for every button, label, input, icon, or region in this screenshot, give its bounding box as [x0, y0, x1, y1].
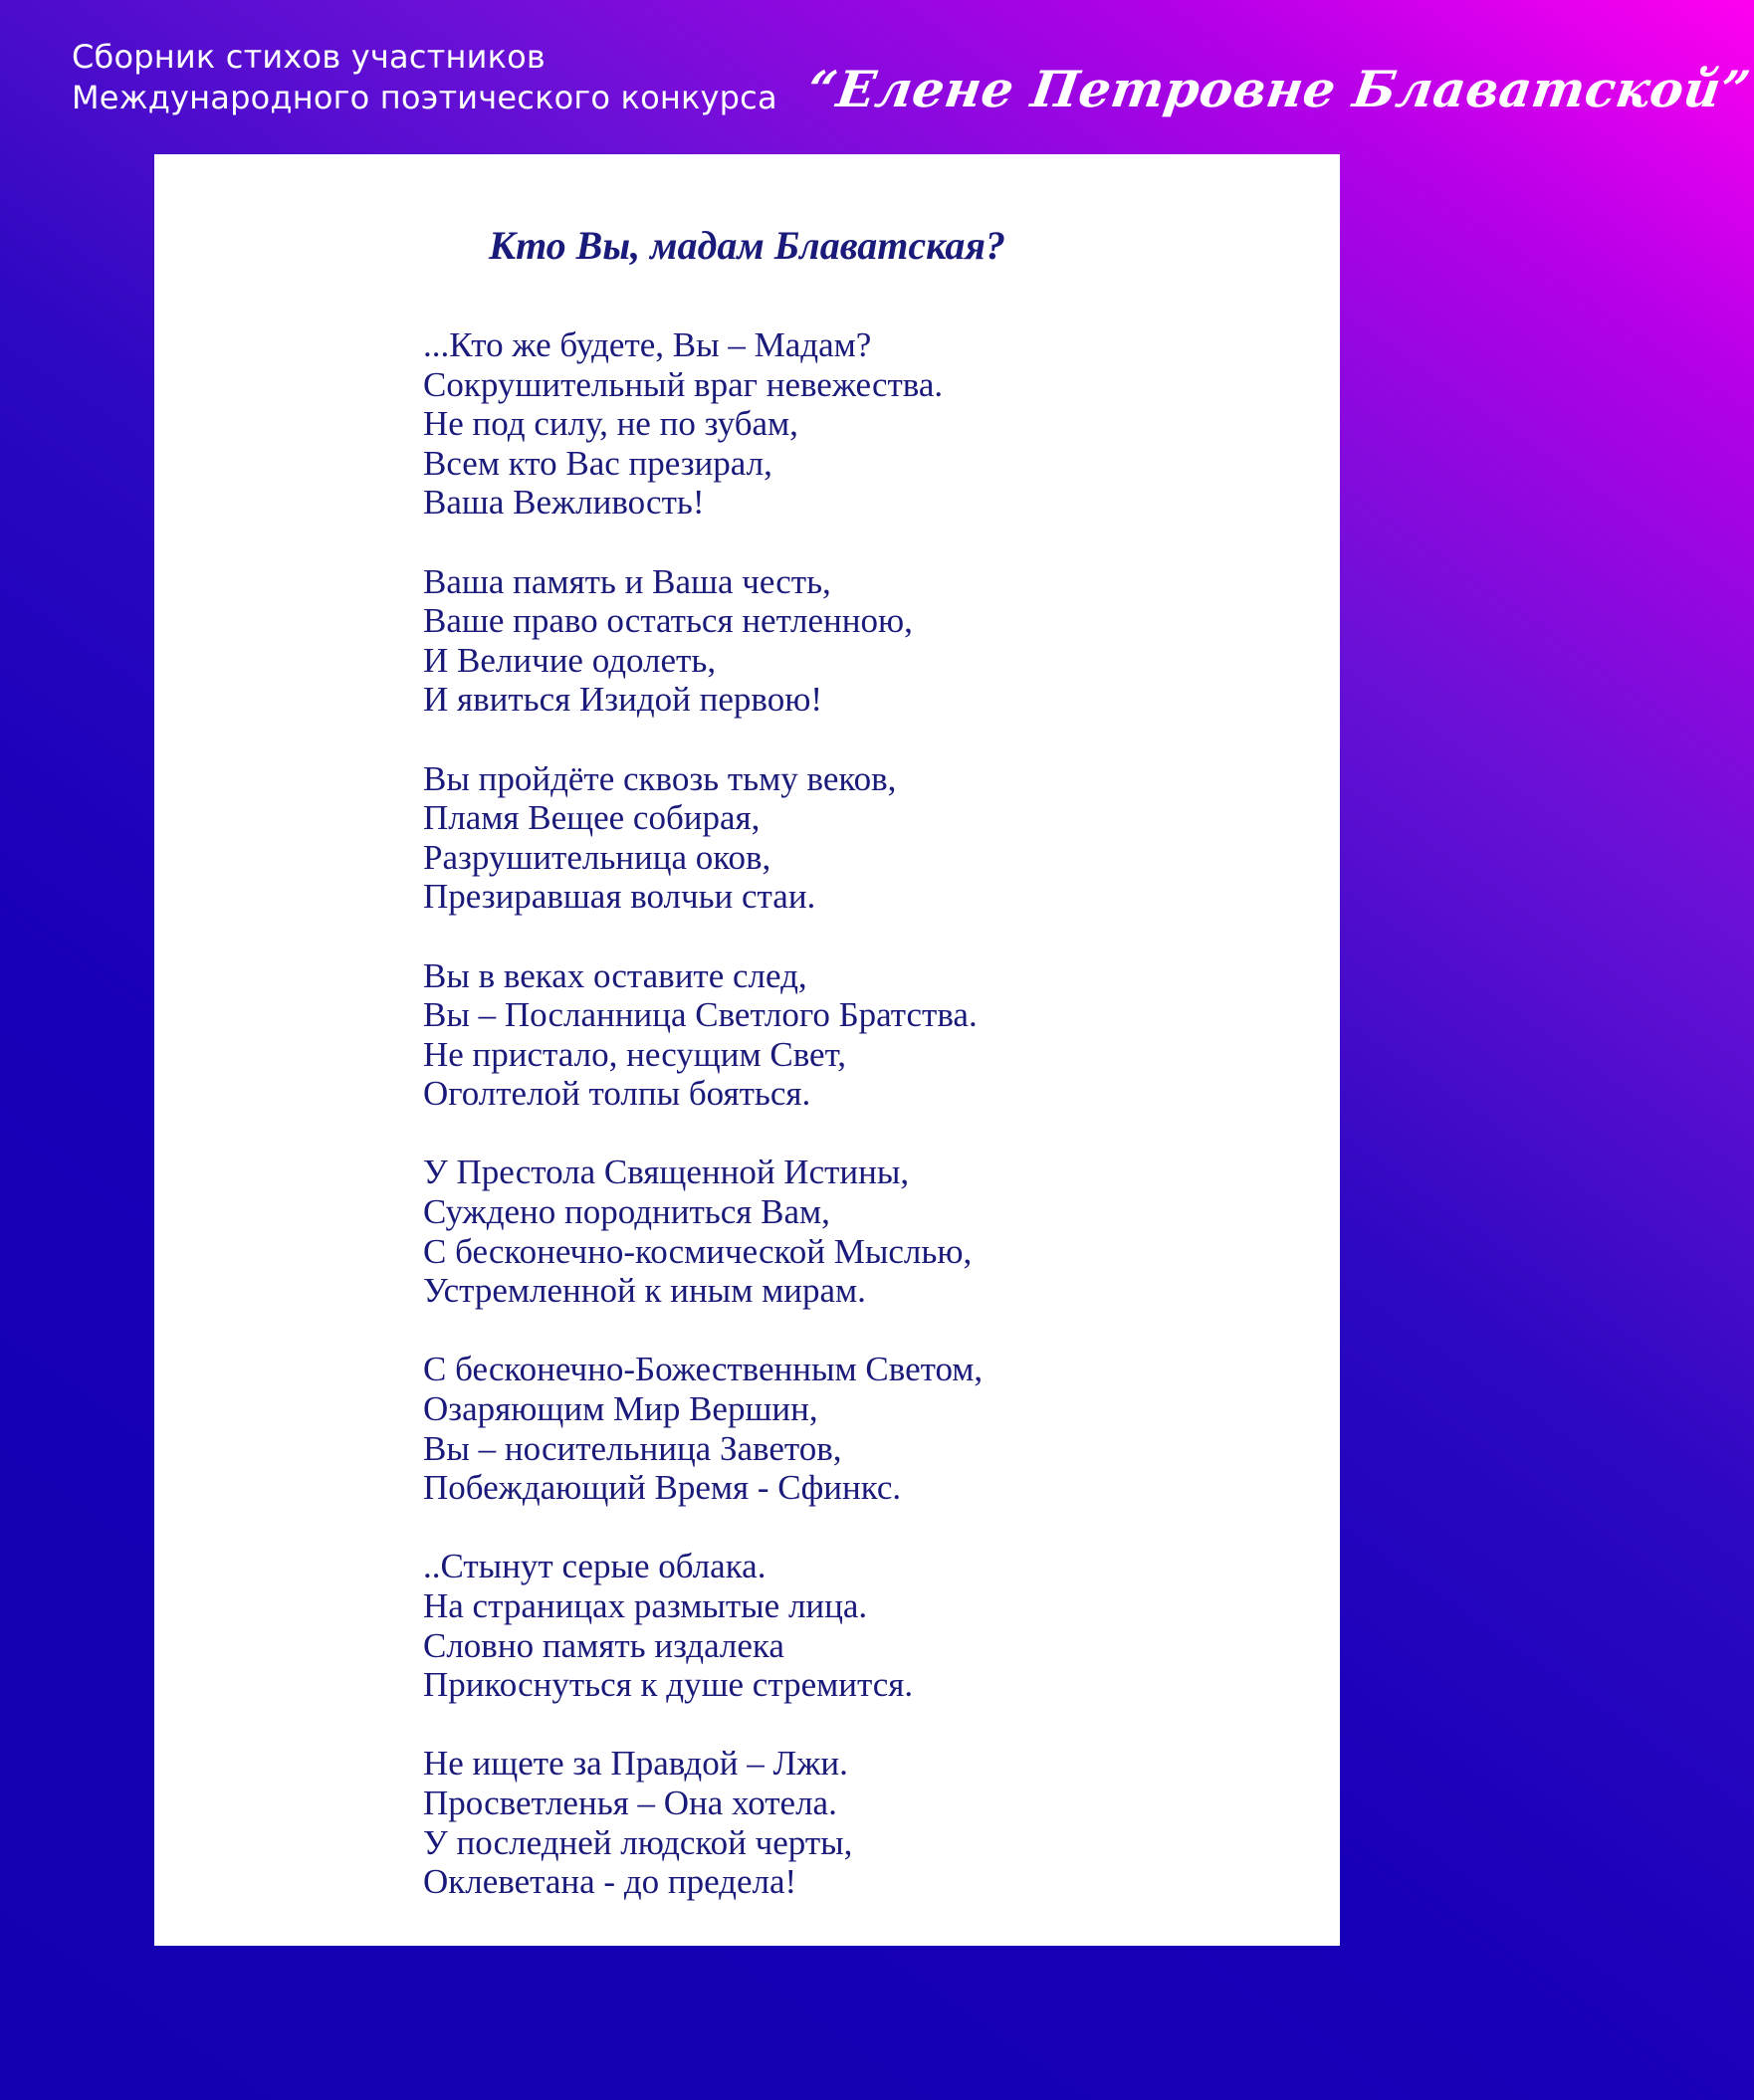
stanza: [423, 1350, 983, 1507]
poem-line: Разрушительница оков,: [423, 837, 771, 877]
poem-line: Ваша Вежливость!: [423, 483, 705, 523]
stanza: [423, 562, 983, 720]
poem-line: У последней людской черты,: [423, 1822, 853, 1862]
poem-line: Не пристало, несущим Свет,: [423, 1034, 846, 1074]
stanza: [423, 759, 983, 917]
stanza: [423, 1547, 983, 1704]
stanza: [423, 1153, 983, 1310]
poem-line: Вы – носительница Заветов,: [423, 1428, 842, 1468]
poem-line: ...Кто же будете, Вы – Мадам?: [423, 325, 872, 364]
contest-name: “Елене Петровне Блаватской”: [803, 60, 1754, 118]
poem-line: И явиться Изидой первою!: [423, 680, 822, 720]
poem-page: [154, 154, 1340, 1946]
stanza: [423, 325, 983, 523]
poem-line: Сокрушительный враг невежества.: [423, 364, 944, 404]
poem-title: Кто Вы, мадам Блаватская?: [488, 223, 1006, 268]
poem-body: [423, 325, 983, 1902]
poem-line: И Величие одолеть,: [423, 640, 717, 680]
collection-header: [72, 30, 1754, 129]
poem-line: Оголтелой толпы бояться.: [423, 1074, 811, 1114]
poem-line: Вы – Посланница Светлого Братства.: [423, 995, 978, 1035]
poem-line: С бесконечно-Божественным Светом,: [423, 1350, 984, 1389]
poem-line: Ваша память и Ваша честь,: [423, 561, 831, 601]
poem-line: Устремленной к иным мирам.: [423, 1271, 866, 1311]
poem-line: У Престола Священной Истины,: [423, 1153, 910, 1192]
poem-line: Словно память издалека: [423, 1625, 784, 1665]
poem-line: Побеждающий Время - Сфинкс.: [423, 1468, 902, 1508]
poem-line: Вы пройдёте сквозь тьму веков,: [423, 758, 897, 798]
poem-line: Просветленья – Она хотела.: [423, 1783, 837, 1822]
poem-line: На страницах размытые лица.: [423, 1586, 868, 1625]
collection-title-line1: Сборник стихов участников: [72, 38, 546, 76]
poem-line: Всем кто Вас презирал,: [423, 443, 772, 483]
poem-line: С бесконечно-космической Мыслью,: [423, 1231, 973, 1271]
poem-line: Озаряющим Мир Вершин,: [423, 1389, 818, 1429]
collection-title-line2: Международного поэтического конкурса: [72, 79, 777, 116]
poem-line: Не под силу, не по зубам,: [423, 404, 798, 444]
stanza: [423, 956, 983, 1114]
poem-line: Оклеветана - до предела!: [423, 1862, 797, 1902]
poem-line: Вы в веках оставите след,: [423, 955, 807, 995]
poem-line: Презиравшая волчьи стаи.: [423, 877, 816, 917]
poem-line: Ваше право остаться нетленною,: [423, 601, 913, 641]
poem-line: Пламя Вещее собирая,: [423, 798, 761, 838]
stanza: [423, 1744, 983, 1901]
poem-line: Суждено породниться Вам,: [423, 1192, 830, 1232]
poem-line: ..Стынут серые облака.: [423, 1547, 767, 1586]
poem-line: Прикоснуться к душе стремится.: [423, 1665, 914, 1705]
poem-line: Не ищете за Правдой – Лжи.: [423, 1744, 848, 1784]
